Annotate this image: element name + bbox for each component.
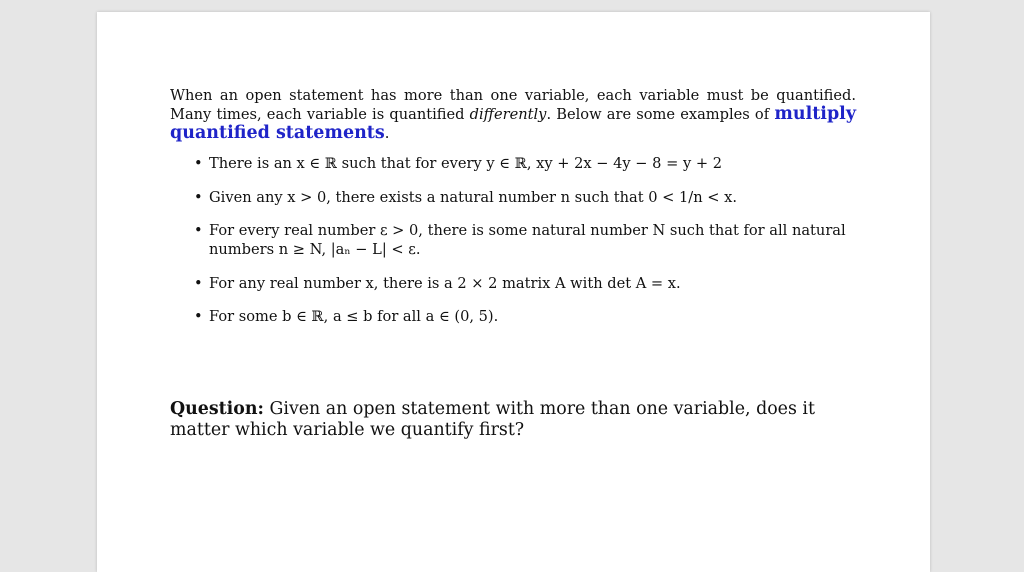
statement-item — [170, 154, 856, 173]
statement-item — [170, 274, 856, 293]
document-page — [97, 12, 930, 572]
statement-item — [170, 221, 856, 259]
page-content — [170, 86, 856, 341]
statement-text: For every real number ε > 0, there is some natural number N such that for all natural numbers n ≥ N, |aₙ − L| < ε. — [209, 222, 846, 258]
bullet-icon: • — [194, 308, 203, 325]
intro-highlight-term: multiply quantified statements — [170, 104, 857, 143]
bullet-icon: • — [194, 222, 203, 239]
bullet-icon: • — [194, 274, 203, 292]
intro-paragraph — [170, 86, 856, 143]
intro-text-3: . — [384, 125, 390, 142]
statement-item — [170, 307, 856, 326]
question-text: Given an open statement with more than one variable, does it matter which variable we quantify first? — [170, 399, 815, 440]
intro-text-1: When an open statement has more than one variable, each variable must be quantified. Many times, each variable is quantified — [170, 87, 856, 123]
statement-list — [170, 154, 856, 326]
statement-item — [170, 188, 856, 207]
intro-emphasis: differently — [469, 106, 547, 123]
statement-text: There is an x ∈ ℝ such that for every y ∈ ℝ, xy + 2x − 4y − 8 = y + 2 — [209, 155, 722, 172]
question-label: Question: — [170, 399, 264, 419]
statement-text: Given any x > 0, there exists a natural number n such that 0 < 1/n < x. — [209, 188, 737, 206]
statement-text: For any real number x, there is a 2 × 2 matrix A with det A = x. — [209, 274, 681, 292]
statement-text: For some b ∈ ℝ, a ≤ b for all a ∈ (0, 5). — [209, 308, 499, 325]
bullet-icon: • — [194, 155, 203, 172]
question-paragraph — [170, 399, 856, 441]
bullet-icon: • — [194, 188, 203, 206]
intro-text-2: . Below are some examples of — [546, 106, 775, 123]
